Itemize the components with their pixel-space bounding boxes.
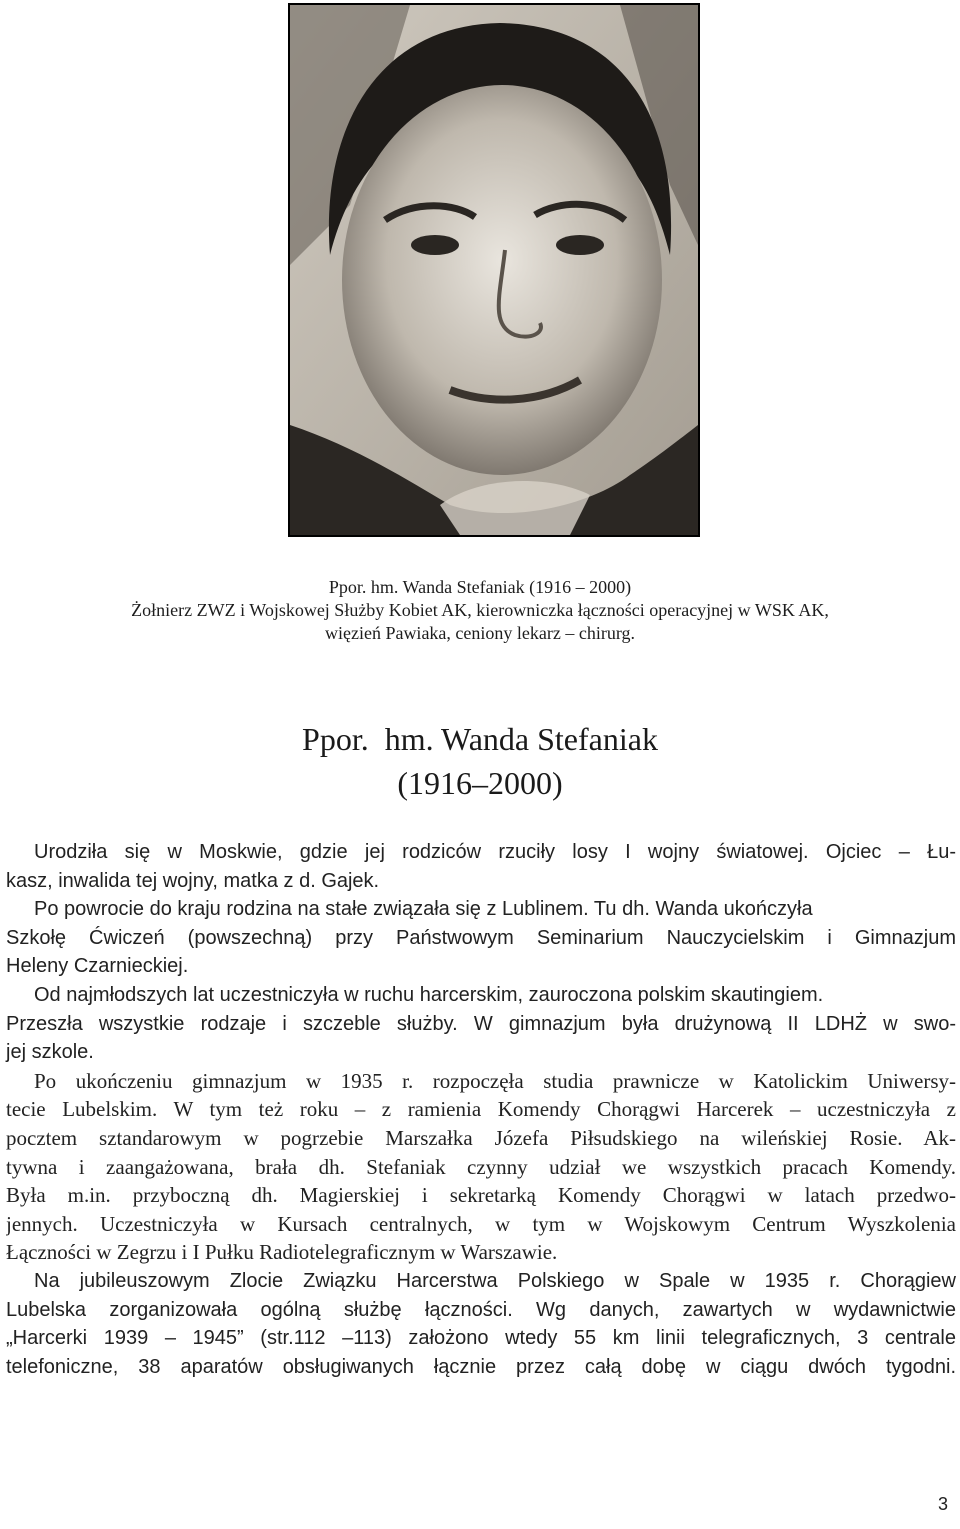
body-line: Szkołę Ćwiczeń (powszechną) przy Państwowym Seminarium Nauczycielskim i Gimnazjum xyxy=(6,926,956,949)
body-line: Na jubileuszowym Zlocie Związku Harcerstwa Polskiego w Spale w 1935 r. Chorągiew xyxy=(34,1269,956,1292)
body-line: Była m.in. przyboczną dh. Magierskiej i sekretarką Komendy Chorągwi w latach przedwo- xyxy=(6,1183,956,1208)
body-line: Urodziła się w Moskwie, gdzie jej rodziców rzuciły losy I wojny światowej. Ojciec – Łu- xyxy=(34,841,956,863)
portrait-photo xyxy=(288,3,700,537)
body-line: Po ukończeniu gimnazjum w 1935 r. rozpoczęła studia prawnicze w Katolickim Uniwersy- xyxy=(34,1068,956,1093)
article-years: (1916–2000) xyxy=(397,765,563,801)
portrait-image xyxy=(290,5,698,535)
body-line: tywna i zaangażowana, brała dh. Stefaniak czynny udział we wszystkich pracach Komendy. xyxy=(6,1154,956,1179)
body-line: Po powrocie do kraju rodzina na stałe związała się z Lublinem. Tu dh. Wanda ukończyła xyxy=(34,898,813,921)
article-title: Ppor. hm. Wanda Stefaniak xyxy=(302,721,658,757)
body-line: jej szkole. xyxy=(6,1041,94,1064)
body-line: Łączności w Zegrzu i I Pułku Radiotelegraficznym w Warszawie. xyxy=(6,1240,558,1265)
caption-line-1: Ppor. hm. Wanda Stefaniak (1916 – 2000) xyxy=(328,577,632,597)
body-line: jennych. Uczestniczyła w Kursach centralnych, w tym w Wojskowym Centrum Wyszkolenia xyxy=(6,1211,956,1236)
body-line: Od najmłodszych lat uczestniczyła w ruchu harcerskim, zauroczona polskim skautingiem. xyxy=(34,983,824,1006)
caption-line-2: Żołnierz ZWZ i Wojskowej Służby Kobiet AK, kierowniczka łączności operacyjnej w WSK AK, xyxy=(131,600,829,620)
article-body xyxy=(6,838,956,1381)
body-line: tecie Lubelskim. W tym też roku – z ramienia Komendy Chorągwi Harcerek – uczestniczyła z xyxy=(6,1097,956,1122)
photo-caption xyxy=(0,576,960,645)
body-line: kasz, inwalida tej wojny, matka z d. Gajek. xyxy=(6,869,380,892)
body-line: telefoniczne, 38 aparatów obsługiwanych łącznie przez całą dobę w ciągu dwóch tygodni. xyxy=(6,1355,956,1378)
body-line: Przeszła wszystkie rodzaje i szczeble służby. W gimnazjum była drużynową II LDHŻ w swo- xyxy=(6,1012,956,1035)
body-line: „Harcerki 1939 – 1945” (str.112 –113) założono wtedy 55 km linii telegraficznych, 3 centrale xyxy=(6,1327,956,1350)
caption-line-3: więzień Pawiaka, ceniony lekarz – chirurg. xyxy=(324,623,636,643)
page-number: 3 xyxy=(937,1494,948,1514)
body-line: Lubelska zorganizowała ogólną służbę łączności. Wg danych, zawartych w wydawnictwie xyxy=(6,1298,956,1321)
body-line: Heleny Czarnieckiej. xyxy=(6,955,189,978)
body-line: pocztem sztandarowym w pogrzebie Marszałka Józefa Piłsudskiego na wileńskiej Rosie. Ak- xyxy=(6,1125,956,1150)
